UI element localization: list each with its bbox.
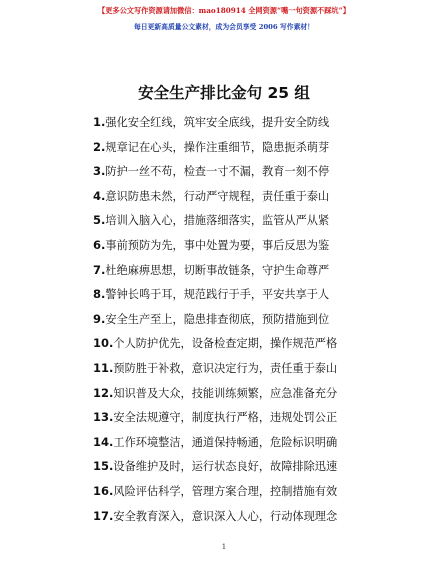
item-text: 安全生产至上，隐患排查彻底，预防措施到位 [105,312,330,326]
item-text: 安全法规遵守，制度执行严格，违规处罚公正 [113,411,338,425]
item-number: 1. [93,115,106,129]
item-number: 6. [93,237,106,252]
item-number: 13. [93,410,114,425]
item-text: 防护一丝不苟，检查一寸不漏，教育一刻不停 [105,165,330,179]
item-number: 7. [93,262,106,277]
list-item [93,184,353,209]
list-item [93,233,353,258]
item-number: 4. [93,188,106,203]
list-item [93,331,353,356]
item-text: 规章记在心头，操作注重细节，隐患扼杀萌芽 [105,140,330,154]
item-text: 个人防护优先，设备检查定期，操作规范严格 [113,337,338,351]
list-item [93,159,353,184]
item-text: 杜绝麻痹思想，切断事故链条，守护生命尊严 [105,263,330,277]
item-text: 警钟长鸣于耳，规范践行于手，平安共享于人 [105,288,330,302]
list-item [93,307,353,332]
item-text: 意识防患未然，行动严守规程，责任重于泰山 [105,189,330,203]
item-text: 风险评估科学，管理方案合理，控制措施有效 [113,484,338,498]
item-number: 5. [93,213,106,228]
item-number: 12. [93,385,114,400]
item-number: 16. [93,483,114,498]
item-text: 工作环境整洁，通道保持畅通，危险标识明确 [113,435,338,449]
item-text: 安全教育深入，意识深入人心，行动体现理念 [113,509,338,523]
list-item [93,282,353,307]
item-number: 14. [93,434,114,449]
promo-subheader: 每日更新高质量公文素材，成为会员享受 2006 写作素材！ [134,23,314,31]
list-item [93,258,353,283]
item-text: 预防胜于补救，意识决定行为，责任重于泰山 [113,361,338,375]
item-number: 17. [93,508,114,523]
list-item [93,454,353,479]
item-text: 强化安全红线，筑牢安全底线，提升安全防线 [105,116,330,129]
document-title: 安全生产排比金句 25 组 [138,84,310,102]
slogan-list [93,110,353,528]
list-item [93,504,353,529]
item-text: 培训入脑入心，措施落细落实，监管从严从紧 [105,214,330,228]
item-text: 事前预防为先，事中处置为要，事后反思为鉴 [105,238,330,252]
list-item [93,430,353,455]
item-number: 11. [93,360,114,375]
item-number: 2. [93,139,106,154]
list-item [93,381,353,406]
item-number: 15. [93,459,114,474]
item-number: 10. [93,336,114,351]
item-text: 知识普及大众，技能训练频繁，应急准备充分 [113,386,338,400]
list-item [93,110,353,135]
list-item [93,356,353,381]
item-number: 8. [93,287,106,302]
list-item [93,405,353,430]
list-item [93,135,353,160]
page-number: 1 [221,543,227,551]
promo-header: 【更多公文写作资源请加微信：mao180914 全网资源“嘴一句资源不踩坑”】 [98,6,350,15]
item-number: 3. [93,164,106,179]
list-item [93,479,353,504]
list-item [93,208,353,233]
item-text: 设备维护及时，运行状态良好，故障排除迅速 [113,460,338,474]
item-number: 9. [93,311,106,326]
